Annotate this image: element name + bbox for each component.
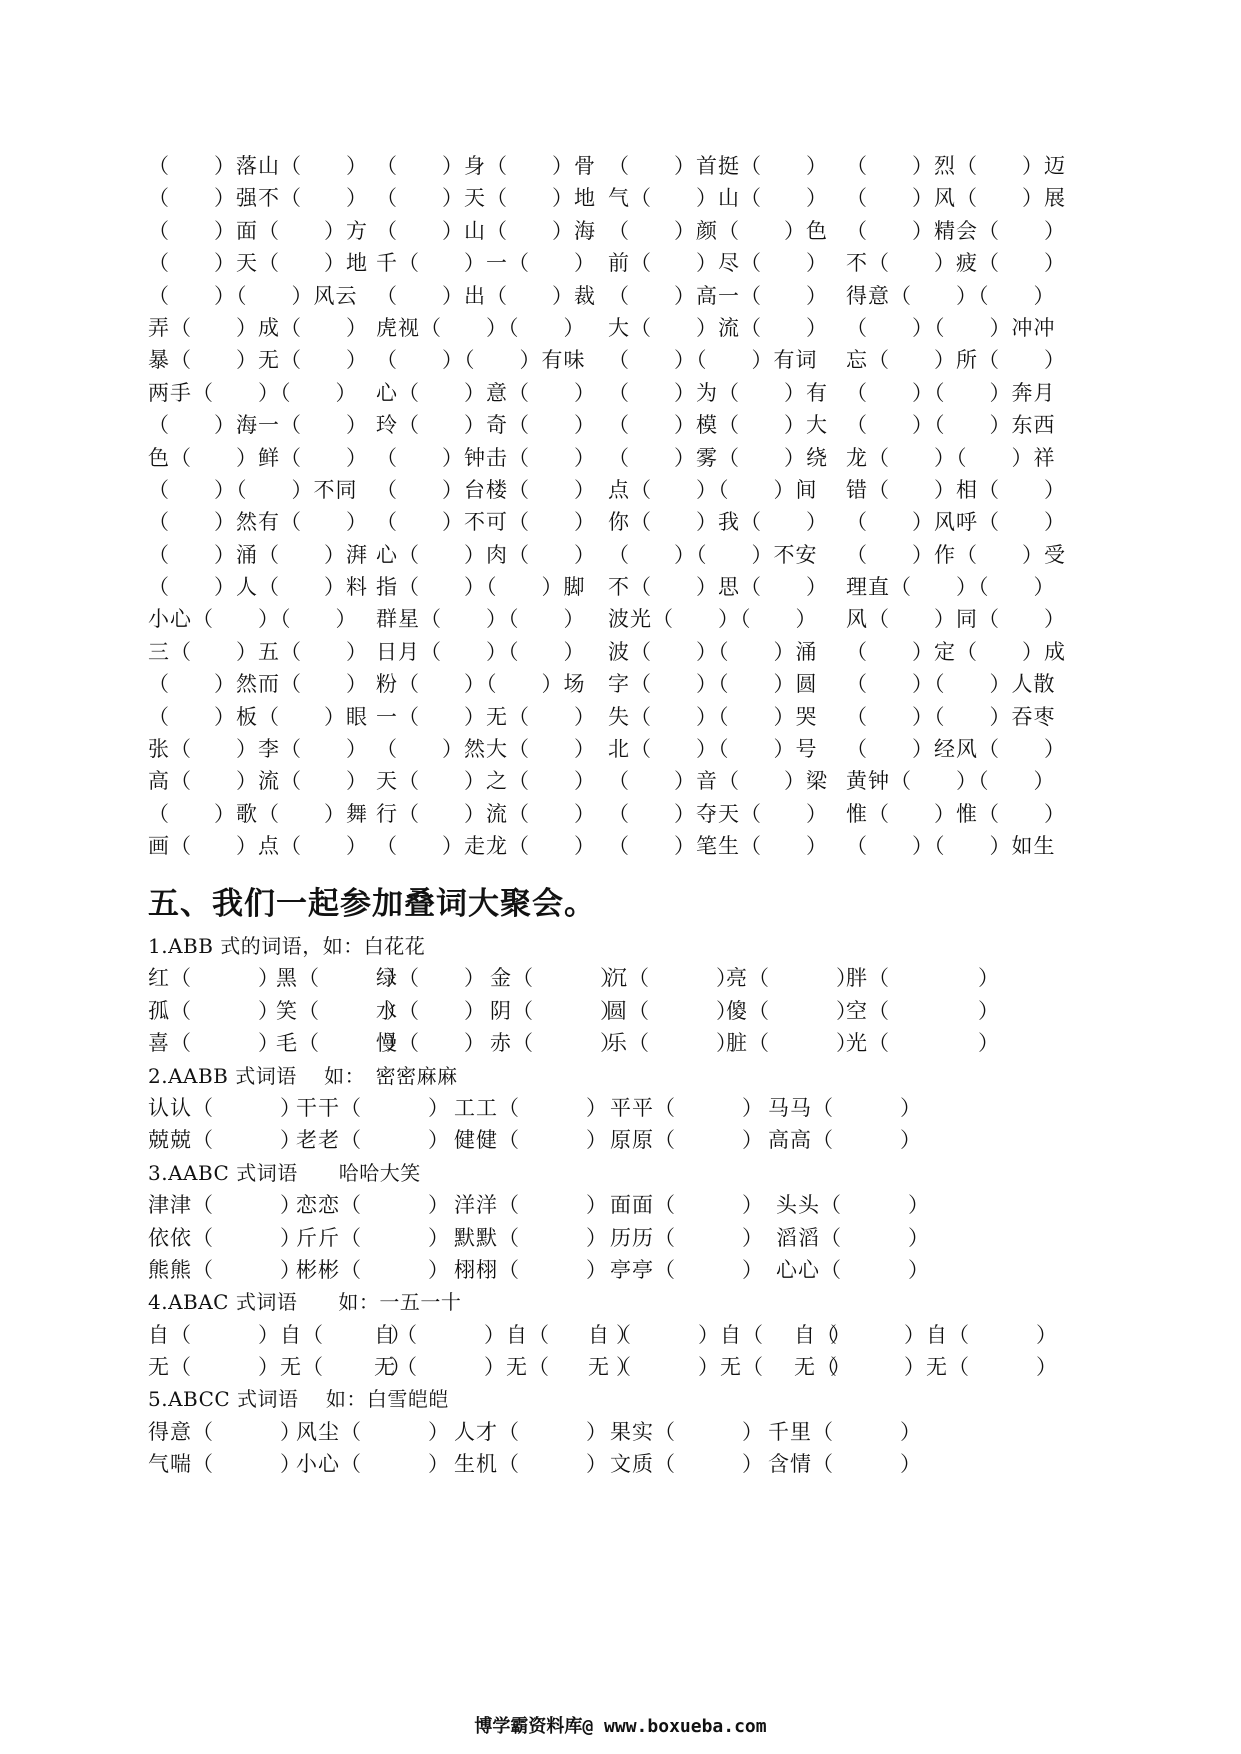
idiom-item: 大（ ）流（ ） <box>608 315 828 340</box>
idiom-item: （ ）海一（ ） <box>148 413 368 438</box>
idiom-row <box>148 636 1088 668</box>
idiom-item: 张（ ）李（ ） <box>148 737 368 762</box>
idiom-item: （ ）台楼（ ） <box>376 477 596 502</box>
idiom-row <box>148 344 1088 376</box>
abac-item: 自（ ）自（ ） <box>374 1322 638 1347</box>
aabc-item: 斤斤（ ） <box>296 1225 450 1250</box>
idiom-item: 字（ ）（ ）圆 <box>608 672 818 697</box>
aabc-item: 历历（ ） <box>610 1225 764 1250</box>
abcc-row <box>148 1448 1128 1480</box>
aabb-item: 干干（ ） <box>296 1095 450 1120</box>
idiom-item: 日月（ ）（ ） <box>376 639 586 664</box>
idiom-item: （ ）经风（ ） <box>846 737 1066 762</box>
idiom-row <box>148 506 1088 538</box>
idiom-item: （ ）（ ）吞枣 <box>846 704 1056 729</box>
abb-item: 喜（ ） <box>148 1031 280 1056</box>
idiom-item: 理直（ ）（ ） <box>846 575 1056 600</box>
abac-item: 自（ ）自（ ） <box>588 1322 852 1347</box>
aabc-item: 心心（ ） <box>776 1257 930 1282</box>
idiom-item: （ ）精会（ ） <box>846 218 1066 243</box>
abac-item: 无（ ）无（ ） <box>588 1355 852 1380</box>
idiom-item: （ ）（ ）有味 <box>376 348 586 373</box>
idiom-row <box>148 474 1088 506</box>
idiom-item: 忘（ ）所（ ） <box>846 348 1066 373</box>
idiom-item: 波（ ）（ ）涌 <box>608 639 818 664</box>
aabb-heading-line <box>148 1060 1128 1092</box>
idiom-item: 弄（ ）成（ ） <box>148 315 368 340</box>
idiom-item: 天（ ）之（ ） <box>376 769 596 794</box>
idiom-item: 不（ ）疲（ ） <box>846 251 1066 276</box>
idiom-item: （ ）（ ）人散 <box>846 672 1056 697</box>
idiom-row <box>148 571 1088 603</box>
idiom-item: （ ）（ ）东西 <box>846 413 1056 438</box>
idiom-item: （ ）定（ ）成 <box>846 639 1066 664</box>
abcc-item: 气喘（ ） <box>148 1452 302 1477</box>
abb-item: 慢（ ） <box>376 1031 486 1056</box>
aabb-item: 平平（ ） <box>610 1095 764 1120</box>
idiom-item: （ ）山（ ）海 <box>376 218 596 243</box>
idiom-item: （ ）（ ）冲冲 <box>846 315 1056 340</box>
aabc-item: 洋洋（ ） <box>454 1193 608 1218</box>
abb-item: 光（ ） <box>846 1031 1000 1056</box>
idiom-row <box>148 765 1088 797</box>
abb-item: 空（ ） <box>846 998 1000 1023</box>
idiom-item: 虎视（ ）（ ） <box>376 315 586 340</box>
idiom-item: 玲（ ）奇（ ） <box>376 413 596 438</box>
abb-item: 黑（ ） <box>276 966 408 991</box>
idiom-item: （ ）然大（ ） <box>376 737 596 762</box>
idiom-row <box>148 668 1088 700</box>
idiom-item: 千（ ）一（ ） <box>376 251 596 276</box>
idiom-item: （ ）风（ ）展 <box>846 186 1066 211</box>
idiom-fill-grid <box>148 150 1088 863</box>
idiom-row <box>148 442 1088 474</box>
idiom-item: （ ）烈（ ）迈 <box>846 154 1066 178</box>
abcc-row <box>148 1416 1128 1448</box>
idiom-item: （ ）（ ）不同 <box>148 477 358 502</box>
abac-rows <box>148 1319 1128 1384</box>
idiom-row <box>148 409 1088 441</box>
abac-item: 自（ ）自（ ） <box>794 1322 1058 1347</box>
idiom-item: （ ）为（ ）有 <box>608 380 828 405</box>
abcc-item: 千里（ ） <box>768 1419 922 1444</box>
abac-heading: 4.ABAC 式词语 如：一五一十 <box>148 1290 462 1315</box>
aabc-item: 彬彬（ ） <box>296 1257 450 1282</box>
idiom-row <box>148 247 1088 279</box>
idiom-item: 粉（ ）（ ）场 <box>376 672 586 697</box>
aabc-item: 栩栩（ ） <box>454 1257 608 1282</box>
idiom-row <box>148 215 1088 247</box>
aabc-row <box>148 1189 1128 1221</box>
aabb-item: 高高（ ） <box>768 1128 922 1153</box>
idiom-item: （ ）颜（ ）色 <box>608 218 828 243</box>
abb-item: 水（ ） <box>376 998 486 1023</box>
abac-item: 自（ ）自（ ） <box>148 1322 412 1347</box>
abcc-item: 文质（ ） <box>610 1452 764 1477</box>
idiom-item: 波光（ ）（ ） <box>608 607 818 632</box>
idiom-item: 心（ ）肉（ ） <box>376 542 596 567</box>
abb-row <box>148 1027 1128 1059</box>
abb-heading-line <box>148 930 1128 962</box>
idiom-item: （ ）然有（ ） <box>148 510 368 535</box>
idiom-row <box>148 733 1088 765</box>
aabb-row <box>148 1124 1128 1156</box>
abb-item: 红（ ） <box>148 966 280 991</box>
abcc-rows <box>148 1416 1128 1481</box>
aabc-heading: 3.AABC 式词语 哈哈大笑 <box>148 1160 421 1185</box>
idiom-item: （ ）涌（ ）湃 <box>148 542 368 567</box>
footer-watermark: 博学霸资料库@ www.boxueba.com <box>474 1716 767 1737</box>
abcc-item: 风尘（ ） <box>296 1419 450 1444</box>
idiom-item: （ ）不可（ ） <box>376 510 596 535</box>
idiom-item: 北（ ）（ ）号 <box>608 737 818 762</box>
idiom-item: （ ）钟击（ ） <box>376 445 596 470</box>
abb-item: 脏（ ） <box>726 1031 858 1056</box>
aabc-item: 恋恋（ ） <box>296 1193 450 1218</box>
idiom-item: 高（ ）流（ ） <box>148 769 368 794</box>
aabc-row <box>148 1254 1128 1286</box>
idiom-row <box>148 377 1088 409</box>
abb-row <box>148 962 1128 994</box>
abb-item: 孤（ ） <box>148 998 280 1023</box>
idiom-item: 前（ ）尽（ ） <box>608 251 828 276</box>
idiom-item: 你（ ）我（ ） <box>608 510 828 535</box>
idiom-item: （ ）天（ ）地 <box>376 186 596 211</box>
abb-item: 圆（ ） <box>606 998 738 1023</box>
idiom-item: 得意（ ）（ ） <box>846 283 1056 308</box>
aabc-item: 默默（ ） <box>454 1225 608 1250</box>
idiom-item: （ ）（ ）有词 <box>608 348 818 373</box>
idiom-item: （ ）歌（ ）舞 <box>148 801 368 826</box>
idiom-item: （ ）模（ ）大 <box>608 413 828 438</box>
idiom-item: 色（ ）鲜（ ） <box>148 445 368 470</box>
aabc-heading-line <box>148 1157 1128 1189</box>
idiom-item: 错（ ）相（ ） <box>846 477 1066 502</box>
idiom-item: （ ）（ ）如生 <box>846 834 1056 859</box>
aabb-rows <box>148 1092 1128 1157</box>
aabb-item: 兢兢（ ） <box>148 1128 302 1153</box>
idiom-item: （ ）作（ ）受 <box>846 542 1066 567</box>
abb-heading: 1.ABB 式的词语，如：白花花 <box>148 934 426 958</box>
abac-item: 无（ ）无（ ） <box>794 1355 1058 1380</box>
idiom-item: （ ）天（ ）地 <box>148 251 368 276</box>
abb-item: 金（ ） <box>490 966 622 991</box>
aabc-item: 依依（ ） <box>148 1225 302 1250</box>
aabb-item: 马马（ ） <box>768 1095 922 1120</box>
idiom-item: 行（ ）流（ ） <box>376 801 596 826</box>
idiom-row <box>148 312 1088 344</box>
idiom-item: 两手（ ）（ ） <box>148 380 358 405</box>
idiom-item: （ ）笔生（ ） <box>608 834 828 859</box>
aabb-item: 老老（ ） <box>296 1128 450 1153</box>
abb-item: 沉（ ） <box>606 966 738 991</box>
idiom-item: （ ）夺天（ ） <box>608 801 828 826</box>
abb-item: 亮（ ） <box>726 966 858 991</box>
idiom-item: 三（ ）五（ ） <box>148 639 368 664</box>
aabc-rows <box>148 1189 1128 1286</box>
idiom-item: （ ）然而（ ） <box>148 672 368 697</box>
abb-item: 毛（ ） <box>276 1031 408 1056</box>
idiom-item: 心（ ）意（ ） <box>376 380 596 405</box>
idiom-item: （ ）（ ）奔月 <box>846 380 1056 405</box>
aabc-row <box>148 1222 1128 1254</box>
idiom-item: 小心（ ）（ ） <box>148 607 358 632</box>
idiom-item: 失（ ）（ ）哭 <box>608 704 818 729</box>
idiom-row <box>148 830 1088 862</box>
abac-row <box>148 1319 1128 1351</box>
idiom-row <box>148 280 1088 312</box>
aabc-item: 滔滔（ ） <box>776 1225 930 1250</box>
aabc-item: 津津（ ） <box>148 1193 302 1218</box>
idiom-item: 暴（ ）无（ ） <box>148 348 368 373</box>
idiom-item: 点（ ）（ ）间 <box>608 477 818 502</box>
abcc-item: 含情（ ） <box>768 1452 922 1477</box>
abcc-item: 生机（ ） <box>454 1452 608 1477</box>
abb-item: 胖（ ） <box>846 966 1000 991</box>
idiom-item: （ ）（ ）风云 <box>148 283 358 308</box>
abb-item: 绿（ ） <box>376 966 486 991</box>
abcc-item: 小心（ ） <box>296 1452 450 1477</box>
aabc-item: 头头（ ） <box>776 1193 930 1218</box>
idiom-item: （ ）首挺（ ） <box>608 154 828 178</box>
idiom-row <box>148 701 1088 733</box>
abb-item: 阴（ ） <box>490 998 622 1023</box>
idiom-item: （ ）高一（ ） <box>608 283 828 308</box>
idiom-item: （ ）强不（ ） <box>148 186 368 211</box>
reduplication-exercises <box>148 930 1128 1481</box>
abb-item: 笑（ ） <box>276 998 408 1023</box>
aabb-row <box>148 1092 1128 1124</box>
idiom-item: 风（ ）同（ ） <box>846 607 1066 632</box>
idiom-item: （ ）（ ）不安 <box>608 542 818 567</box>
idiom-item: （ ）风呼（ ） <box>846 510 1066 535</box>
idiom-item: （ ）身（ ）骨 <box>376 154 596 178</box>
aabb-heading: 2.AABB 式词语 如： 密密麻麻 <box>148 1063 458 1088</box>
abb-rows <box>148 962 1128 1059</box>
idiom-item: 群星（ ）（ ） <box>376 607 586 632</box>
abac-item: 无（ ）无（ ） <box>374 1355 638 1380</box>
idiom-item: （ ）走龙（ ） <box>376 834 596 859</box>
idiom-row <box>148 150 1088 182</box>
idiom-item: 惟（ ）惟（ ） <box>846 801 1066 826</box>
aabb-item: 健健（ ） <box>454 1128 608 1153</box>
aabc-item: 面面（ ） <box>610 1193 764 1218</box>
abb-item: 傻（ ） <box>726 998 858 1023</box>
abcc-item: 果实（ ） <box>610 1419 764 1444</box>
aabb-item: 认认（ ） <box>148 1095 302 1120</box>
abb-row <box>148 995 1128 1027</box>
abb-item: 乐（ ） <box>606 1031 738 1056</box>
idiom-item: 一（ ）无（ ） <box>376 704 596 729</box>
abcc-heading: 5.ABCC 式词语 如：白雪皑皑 <box>148 1387 449 1412</box>
section-5-title: 五、我们一起参加叠词大聚会。 <box>148 886 596 922</box>
idiom-item: （ ）音（ ）梁 <box>608 769 828 794</box>
aabb-item: 工工（ ） <box>454 1095 608 1120</box>
idiom-item: （ ）出（ ）裁 <box>376 283 596 308</box>
idiom-item: 不（ ）思（ ） <box>608 575 828 600</box>
idiom-item: 画（ ）点（ ） <box>148 834 368 859</box>
idiom-item: 黄钟（ ）（ ） <box>846 769 1056 794</box>
idiom-row <box>148 603 1088 635</box>
idiom-item: （ ）面（ ）方 <box>148 218 368 243</box>
idiom-row <box>148 539 1088 571</box>
abac-row <box>148 1351 1128 1383</box>
abcc-item: 得意（ ） <box>148 1419 302 1444</box>
idiom-item: （ ）人（ ）料 <box>148 575 368 600</box>
aabc-item: 亭亭（ ） <box>610 1257 764 1282</box>
idiom-item: 指（ ）（ ）脚 <box>376 575 586 600</box>
idiom-row <box>148 182 1088 214</box>
idiom-item: 龙（ ）（ ）祥 <box>846 445 1056 470</box>
aabc-item: 熊熊（ ） <box>148 1257 302 1282</box>
abac-heading-line <box>148 1286 1128 1318</box>
idiom-item: （ ）雾（ ）绕 <box>608 445 828 470</box>
abac-item: 无（ ）无（ ） <box>148 1355 412 1380</box>
idiom-item: （ ）板（ ）眼 <box>148 704 368 729</box>
aabb-item: 原原（ ） <box>610 1128 764 1153</box>
abcc-item: 人才（ ） <box>454 1419 608 1444</box>
idiom-item: 气（ ）山（ ） <box>608 186 828 211</box>
idiom-row <box>148 798 1088 830</box>
idiom-item: （ ）落山（ ） <box>148 154 368 178</box>
abcc-heading-line <box>148 1383 1128 1415</box>
abb-item: 赤（ ） <box>490 1031 622 1056</box>
